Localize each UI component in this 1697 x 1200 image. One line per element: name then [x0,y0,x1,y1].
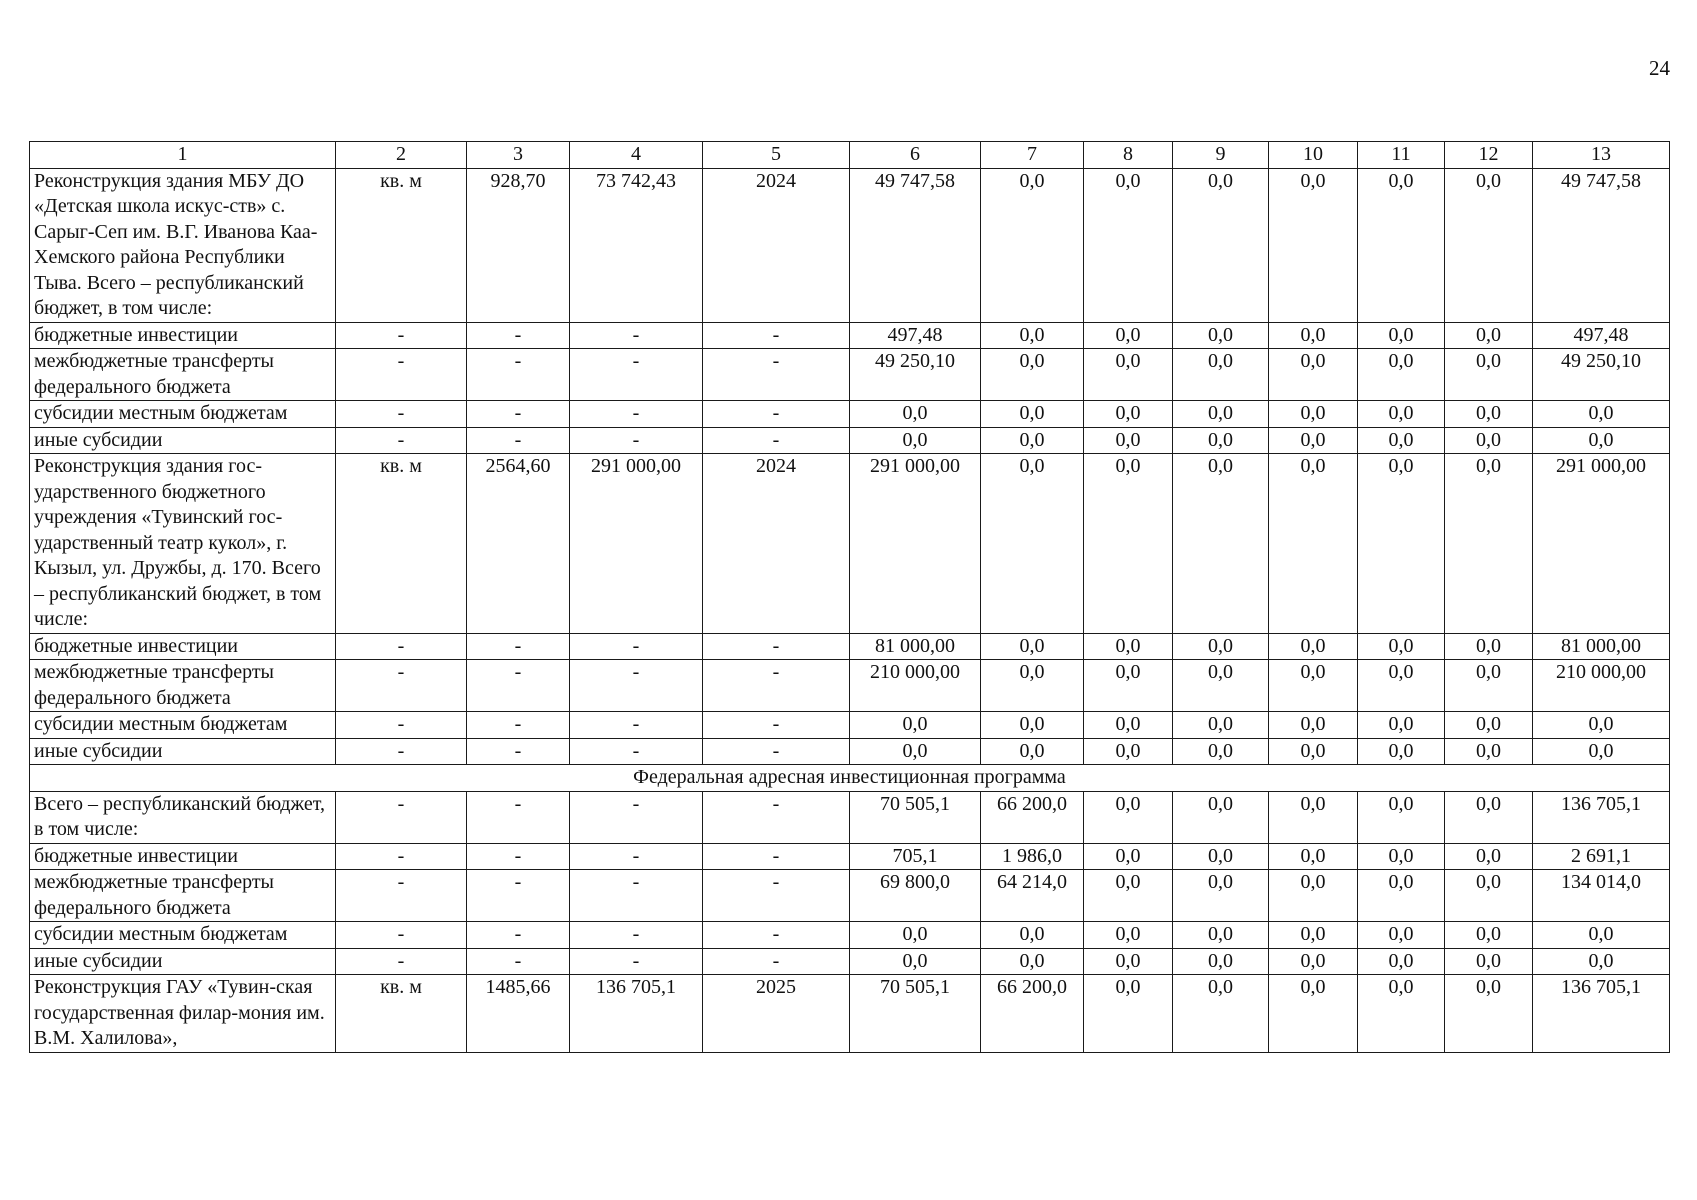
value-cell: 497,48 [1533,322,1670,349]
value-cell: 2025 [703,975,850,1053]
value-cell: 0,0 [1445,633,1533,660]
value-cell: 0,0 [1358,948,1445,975]
value-cell: 0,0 [850,922,981,949]
column-number-cell: 9 [1173,142,1269,169]
value-cell: 0,0 [1445,843,1533,870]
value-cell: 0,0 [1445,922,1533,949]
column-number-cell: 11 [1358,142,1445,169]
value-cell: - [703,922,850,949]
row-label-cell: Реконструкция здания гос-ударственного бюджетного учреждения «Тувинский гос-ударственный театр кукол», г. Кызыл, ул. Дружбы, д. 170. Всего – республиканский бюджет, в том числе: [30,454,336,634]
value-cell: 0,0 [1173,633,1269,660]
value-cell: 291 000,00 [570,454,703,634]
value-cell: 0,0 [1269,843,1358,870]
value-cell: 497,48 [850,322,981,349]
value-cell: 0,0 [1173,922,1269,949]
value-cell: 1 986,0 [981,843,1084,870]
value-cell: 136 705,1 [1533,791,1670,843]
value-cell: - [336,401,467,428]
value-cell: - [336,870,467,922]
value-cell: 0,0 [981,168,1084,322]
value-cell: 49 747,58 [850,168,981,322]
value-cell: 2564,60 [467,454,570,634]
row-label-cell: бюджетные инвестиции [30,322,336,349]
value-cell: 0,0 [1173,401,1269,428]
value-cell: 0,0 [1358,791,1445,843]
value-cell: 0,0 [1269,791,1358,843]
column-number-cell: 4 [570,142,703,169]
value-cell: 0,0 [1269,427,1358,454]
value-cell: 0,0 [1269,349,1358,401]
value-cell: 0,0 [1358,168,1445,322]
value-cell: 0,0 [1173,427,1269,454]
value-cell: - [570,427,703,454]
value-cell: 0,0 [1358,349,1445,401]
value-cell: - [703,738,850,765]
value-cell: 705,1 [850,843,981,870]
value-cell: 0,0 [1269,870,1358,922]
value-cell: - [467,322,570,349]
column-number-cell: 1 [30,142,336,169]
column-number-cell: 7 [981,142,1084,169]
value-cell: 81 000,00 [850,633,981,660]
page-number: 24 [1649,56,1670,80]
value-cell: 0,0 [1358,870,1445,922]
row-label-cell: Всего – республиканский бюджет, в том числе: [30,791,336,843]
value-cell: кв. м [336,454,467,634]
value-cell: 0,0 [1445,870,1533,922]
value-cell: 210 000,00 [1533,660,1670,712]
row-label-cell: иные субсидии [30,738,336,765]
value-cell: 0,0 [1084,922,1173,949]
value-cell: 0,0 [1173,349,1269,401]
value-cell: 0,0 [981,633,1084,660]
table-row [30,349,1670,401]
value-cell: 0,0 [1084,427,1173,454]
value-cell: 0,0 [1084,791,1173,843]
value-cell: 1485,66 [467,975,570,1053]
value-cell: 0,0 [850,948,981,975]
value-cell: 0,0 [1445,791,1533,843]
value-cell: - [703,791,850,843]
value-cell: - [336,633,467,660]
column-number-cell: 8 [1084,142,1173,169]
value-cell: - [467,633,570,660]
column-number-cell: 3 [467,142,570,169]
value-cell: - [336,322,467,349]
value-cell: - [336,948,467,975]
value-cell: 0,0 [1358,922,1445,949]
value-cell: 66 200,0 [981,975,1084,1053]
value-cell: 0,0 [981,738,1084,765]
column-number-row [30,142,1670,169]
value-cell: 0,0 [1269,975,1358,1053]
table-row [30,427,1670,454]
row-label-cell: бюджетные инвестиции [30,633,336,660]
value-cell: 2 691,1 [1533,843,1670,870]
section-title: Федеральная адресная инвестиционная программа [30,765,1670,792]
row-label-cell: субсидии местным бюджетам [30,401,336,428]
column-number-cell: 5 [703,142,850,169]
table-row [30,791,1670,843]
value-cell: 0,0 [1533,712,1670,739]
value-cell: - [703,401,850,428]
table-row [30,843,1670,870]
value-cell: 0,0 [1084,843,1173,870]
value-cell: 0,0 [1445,975,1533,1053]
value-cell: 0,0 [850,712,981,739]
column-number-cell: 6 [850,142,981,169]
value-cell: 0,0 [1445,738,1533,765]
value-cell: - [467,948,570,975]
value-cell: - [467,738,570,765]
value-cell: - [570,738,703,765]
value-cell: - [703,870,850,922]
value-cell: - [570,843,703,870]
value-cell: 0,0 [1269,168,1358,322]
value-cell: 0,0 [1084,454,1173,634]
column-number-cell: 12 [1445,142,1533,169]
value-cell: - [570,401,703,428]
value-cell: - [467,427,570,454]
value-cell: 0,0 [1084,948,1173,975]
value-cell: 291 000,00 [1533,454,1670,634]
value-cell: 0,0 [1533,401,1670,428]
row-label-cell: межбюджетные трансферты федерального бюджета [30,349,336,401]
value-cell: 134 014,0 [1533,870,1670,922]
table-row [30,738,1670,765]
value-cell: - [467,791,570,843]
value-cell: 0,0 [981,427,1084,454]
value-cell: - [336,843,467,870]
table-row [30,633,1670,660]
value-cell: - [703,322,850,349]
row-label-cell: бюджетные инвестиции [30,843,336,870]
value-cell: 0,0 [1084,870,1173,922]
value-cell: - [467,349,570,401]
value-cell: 0,0 [1173,843,1269,870]
value-cell: 70 505,1 [850,791,981,843]
value-cell: 136 705,1 [1533,975,1670,1053]
value-cell: 0,0 [981,349,1084,401]
value-cell: 0,0 [1445,712,1533,739]
value-cell: 0,0 [1173,975,1269,1053]
value-cell: 0,0 [1358,660,1445,712]
value-cell: - [467,922,570,949]
value-cell: 0,0 [1173,791,1269,843]
value-cell: 0,0 [1269,712,1358,739]
value-cell: 0,0 [1358,454,1445,634]
value-cell: - [336,427,467,454]
table-row [30,168,1670,322]
value-cell: 0,0 [1445,349,1533,401]
value-cell: 0,0 [1358,843,1445,870]
value-cell: 81 000,00 [1533,633,1670,660]
value-cell: 0,0 [1084,712,1173,739]
value-cell: - [703,633,850,660]
value-cell: 0,0 [1173,660,1269,712]
value-cell: 0,0 [1173,322,1269,349]
value-cell: 0,0 [1269,633,1358,660]
budget-table [29,141,1670,1053]
row-label-cell: межбюджетные трансферты федерального бюджета [30,870,336,922]
value-cell: 0,0 [1084,401,1173,428]
value-cell: - [336,712,467,739]
table-row [30,948,1670,975]
value-cell: 49 747,58 [1533,168,1670,322]
value-cell: - [570,349,703,401]
value-cell: 49 250,10 [1533,349,1670,401]
value-cell: 210 000,00 [850,660,981,712]
value-cell: 0,0 [1445,427,1533,454]
value-cell: - [336,660,467,712]
value-cell: 0,0 [1269,454,1358,634]
value-cell: 0,0 [1173,454,1269,634]
value-cell: - [703,948,850,975]
table-row [30,870,1670,922]
table-row [30,975,1670,1053]
value-cell: 0,0 [1084,660,1173,712]
value-cell: - [336,349,467,401]
value-cell: кв. м [336,168,467,322]
value-cell: 0,0 [981,948,1084,975]
value-cell: - [467,870,570,922]
value-cell: 0,0 [1358,427,1445,454]
value-cell: 0,0 [1269,738,1358,765]
value-cell: 64 214,0 [981,870,1084,922]
value-cell: 0,0 [1269,401,1358,428]
value-cell: 928,70 [467,168,570,322]
section-header-row [30,765,1670,792]
value-cell: 0,0 [1445,454,1533,634]
value-cell: - [703,349,850,401]
value-cell: - [336,791,467,843]
table-row [30,660,1670,712]
value-cell: 0,0 [1445,948,1533,975]
value-cell: 0,0 [1358,633,1445,660]
row-label-cell: межбюджетные трансферты федерального бюджета [30,660,336,712]
value-cell: 0,0 [1358,738,1445,765]
table-body [30,142,1670,1053]
value-cell: 0,0 [1173,738,1269,765]
value-cell: 0,0 [1358,401,1445,428]
table-row [30,922,1670,949]
value-cell: 0,0 [981,660,1084,712]
value-cell: 2024 [703,168,850,322]
value-cell: 0,0 [1445,660,1533,712]
value-cell: 0,0 [1445,168,1533,322]
value-cell: 0,0 [981,922,1084,949]
column-number-cell: 13 [1533,142,1670,169]
row-label-cell: Реконструкция ГАУ «Тувин-ская государственная филар-мония им. В.М. Халилова», [30,975,336,1053]
row-label-cell: Реконструкция здания МБУ ДО «Детская школа искус-ств» с. Сарыг-Сеп им. В.Г. Иванова Каа-Хемского района Республики Тыва. Всего – республиканский бюджет, в том числе: [30,168,336,322]
value-cell: - [570,948,703,975]
value-cell: 0,0 [1533,922,1670,949]
value-cell: - [570,660,703,712]
value-cell: 0,0 [1084,633,1173,660]
value-cell: 0,0 [1358,975,1445,1053]
row-label-cell: субсидии местным бюджетам [30,712,336,739]
row-label-cell: субсидии местным бюджетам [30,922,336,949]
value-cell: 0,0 [1269,660,1358,712]
value-cell: 0,0 [1084,349,1173,401]
value-cell: 0,0 [1084,168,1173,322]
value-cell: 291 000,00 [850,454,981,634]
table-row [30,322,1670,349]
table-row [30,712,1670,739]
value-cell: 0,0 [1533,948,1670,975]
value-cell: 0,0 [1269,922,1358,949]
value-cell: - [703,843,850,870]
table-row [30,454,1670,634]
value-cell: - [570,791,703,843]
value-cell: 0,0 [981,712,1084,739]
value-cell: 0,0 [1358,712,1445,739]
value-cell: - [703,660,850,712]
value-cell: 136 705,1 [570,975,703,1053]
value-cell: кв. м [336,975,467,1053]
column-number-cell: 2 [336,142,467,169]
value-cell: - [570,870,703,922]
value-cell: 0,0 [850,738,981,765]
value-cell: - [703,712,850,739]
value-cell: 0,0 [850,401,981,428]
row-label-cell: иные субсидии [30,427,336,454]
column-number-cell: 10 [1269,142,1358,169]
value-cell: - [570,922,703,949]
value-cell: 2024 [703,454,850,634]
value-cell: 0,0 [1173,870,1269,922]
value-cell: 0,0 [1173,948,1269,975]
value-cell: - [570,633,703,660]
value-cell: 0,0 [1173,712,1269,739]
table-row [30,401,1670,428]
value-cell: - [570,712,703,739]
row-label-cell: иные субсидии [30,948,336,975]
value-cell: 0,0 [850,427,981,454]
value-cell: 0,0 [1269,948,1358,975]
value-cell: 0,0 [1533,427,1670,454]
value-cell: 0,0 [1084,738,1173,765]
value-cell: - [467,660,570,712]
value-cell: 0,0 [1269,322,1358,349]
value-cell: - [467,401,570,428]
value-cell: - [467,843,570,870]
value-cell: - [336,738,467,765]
value-cell: 69 800,0 [850,870,981,922]
value-cell: 70 505,1 [850,975,981,1053]
value-cell: 66 200,0 [981,791,1084,843]
value-cell: 0,0 [981,401,1084,428]
value-cell: 49 250,10 [850,349,981,401]
value-cell: 0,0 [1084,975,1173,1053]
value-cell: - [467,712,570,739]
value-cell: 0,0 [981,454,1084,634]
value-cell: 0,0 [1358,322,1445,349]
value-cell: 0,0 [1533,738,1670,765]
value-cell: 0,0 [1173,168,1269,322]
value-cell: 73 742,43 [570,168,703,322]
value-cell: - [336,922,467,949]
value-cell: 0,0 [1445,401,1533,428]
value-cell: - [570,322,703,349]
value-cell: 0,0 [1084,322,1173,349]
value-cell: - [703,427,850,454]
value-cell: 0,0 [1445,322,1533,349]
value-cell: 0,0 [981,322,1084,349]
